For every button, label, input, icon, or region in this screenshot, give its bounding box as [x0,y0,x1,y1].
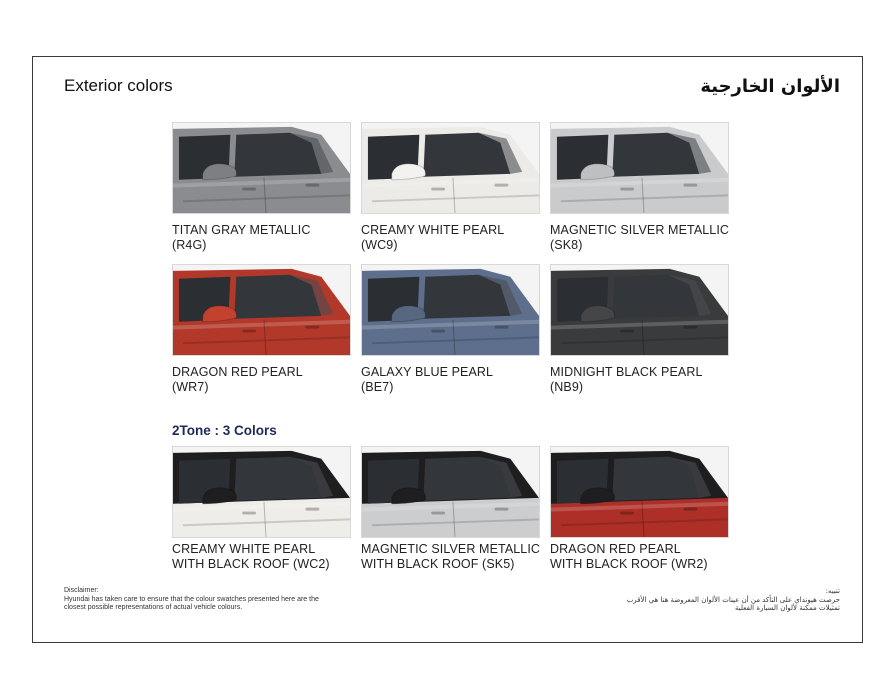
color-swatch [361,264,540,356]
car-side-image [362,123,539,213]
color-name: CREAMY WHITE PEARL [172,542,316,556]
color-swatch [550,122,729,214]
color-label [361,365,493,395]
car-side-image [551,123,728,213]
color-swatch [172,446,351,538]
color-label [550,223,729,253]
color-code: WITH BLACK ROOF (SK5) [361,557,515,571]
color-code: (WR7) [172,380,209,394]
car-side-image [173,447,350,537]
color-name: MAGNETIC SILVER METALLIC [550,223,730,237]
color-name: DRAGON RED PEARL [550,542,681,556]
color-swatch [172,264,351,356]
disclaimer-english-text: Hyundai has taken care to ensure that the colour swatches presented here are the closest possible representations of actual vehicle colours. [64,595,319,611]
color-label [550,542,708,572]
color-label [361,223,504,253]
color-name: MAGNETIC SILVER METALLIC [361,542,541,556]
color-name: CREAMY WHITE PEARL [361,223,505,237]
disclaimer-arabic [620,587,840,613]
disclaimer-english-title: Disclaimer: [64,587,99,594]
color-label [172,223,311,253]
car-side-image [362,265,539,355]
color-swatch [550,264,729,356]
car-side-image [173,123,350,213]
color-label [361,542,540,572]
color-swatch [361,122,540,214]
two-tone-section-title: 2Tone : 3 Colors [172,423,277,438]
color-label [550,365,703,395]
color-swatch [361,446,540,538]
color-code: (R4G) [172,238,207,252]
color-name: DRAGON RED PEARL [172,365,303,379]
color-name: TITAN GRAY METALLIC [172,223,311,237]
car-side-image [551,265,728,355]
color-swatch [550,446,729,538]
car-side-image [173,265,350,355]
color-name: MIDNIGHT BLACK PEARL [550,365,703,379]
car-side-image [551,447,728,537]
color-code: (SK8) [550,238,583,252]
title-english: Exterior colors [64,76,173,95]
title-arabic: الألوان الخارجية [700,76,840,97]
disclaimer-english [64,587,324,613]
color-code: (WC9) [361,238,398,252]
disclaimer-arabic-text: حرصت هيونداي على التأكد من أن عينات الألوان المعروضة هنا هي الأقرب تمثيلات ممكنة لألوان السيارة الفعلية [626,595,840,612]
color-label [172,365,303,395]
color-code: (NB9) [550,380,584,394]
color-code: WITH BLACK ROOF (WC2) [172,557,330,571]
color-code: (BE7) [361,380,394,394]
color-code: WITH BLACK ROOF (WR2) [550,557,708,571]
color-label [172,542,330,572]
disclaimer-arabic-title: تنبيه: [825,587,840,595]
color-swatch [172,122,351,214]
color-name: GALAXY BLUE PEARL [361,365,494,379]
car-side-image [362,447,539,537]
